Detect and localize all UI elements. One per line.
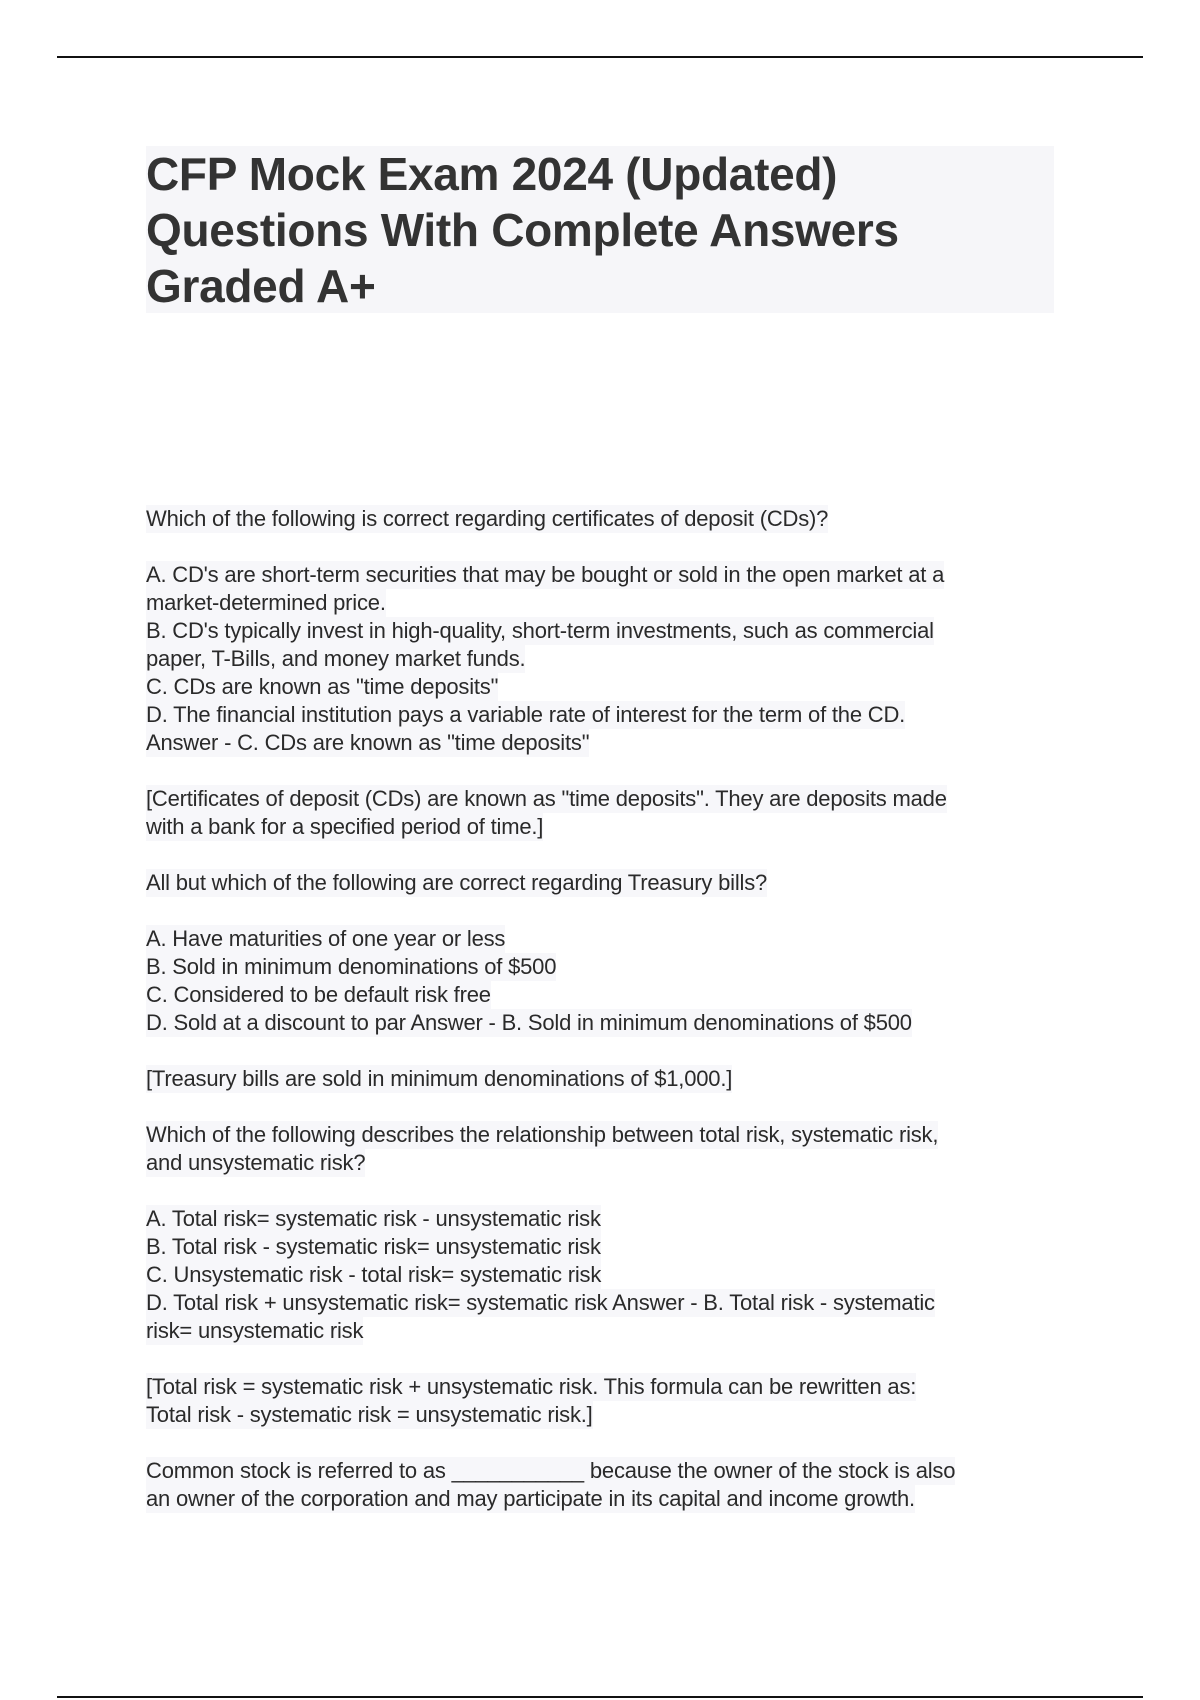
text-line: [Treasury bills are sold in minimum denominations of $1,000.] — [146, 1066, 733, 1091]
footer-rule — [57, 1696, 1143, 1698]
text-line: C. Considered to be default risk free — [146, 982, 491, 1007]
text-line: and unsystematic risk? — [146, 1150, 366, 1175]
text-line: D. The financial institution pays a variable rate of interest for the term of the CD. — [146, 702, 906, 727]
text-line: with a bank for a specified period of time.] — [146, 814, 544, 839]
paragraph — [146, 1205, 1066, 1345]
text-line: market-determined price. — [146, 590, 386, 615]
text-line: Which of the following is correct regarding certificates of deposit (CDs)? — [146, 506, 829, 531]
header-rule — [57, 56, 1143, 58]
text-line: C. Unsystematic risk - total risk= systematic risk — [146, 1262, 602, 1287]
text-line: [Certificates of deposit (CDs) are known as "time deposits". They are deposits made — [146, 786, 947, 811]
text-line: B. CD's typically invest in high-quality, short-term investments, such as commercial — [146, 618, 934, 643]
title-line: CFP Mock Exam 2024 (Updated) — [146, 148, 838, 200]
paragraph — [146, 785, 1066, 841]
text-line: D. Total risk + unsystematic risk= systematic risk Answer - B. Total risk - systematic — [146, 1290, 935, 1315]
text-line: Total risk - systematic risk = unsystematic risk.] — [146, 1402, 593, 1427]
text-line: All but which of the following are correct regarding Treasury bills? — [146, 870, 768, 895]
text-line: [Total risk = systematic risk + unsystematic risk. This formula can be rewritten as: — [146, 1374, 917, 1399]
title-line: Graded A+ — [146, 260, 376, 312]
document-title — [146, 146, 1054, 313]
text-line: risk= unsystematic risk — [146, 1318, 364, 1343]
text-line: Which of the following describes the relationship between total risk, systematic risk, — [146, 1122, 939, 1147]
text-line: C. CDs are known as "time deposits" — [146, 674, 499, 699]
title-line: Questions With Complete Answers — [146, 204, 899, 256]
paragraph — [146, 1457, 1066, 1513]
document-body — [146, 505, 1066, 1541]
text-line: an owner of the corporation and may participate in its capital and income growth. — [146, 1486, 915, 1511]
paragraph — [146, 1121, 1066, 1177]
text-line: paper, T-Bills, and money market funds. — [146, 646, 526, 671]
paragraph — [146, 505, 1066, 533]
paragraph — [146, 1065, 1066, 1093]
text-line: Answer - C. CDs are known as "time deposits" — [146, 730, 590, 755]
text-line: A. Have maturities of one year or less — [146, 926, 506, 951]
text-line: B. Sold in minimum denominations of $500 — [146, 954, 557, 979]
text-line: Common stock is referred to as ___________ because the owner of the stock is also — [146, 1458, 956, 1483]
text-line: A. Total risk= systematic risk - unsystematic risk — [146, 1206, 601, 1231]
paragraph — [146, 925, 1066, 1037]
paragraph — [146, 561, 1066, 757]
text-line: D. Sold at a discount to par Answer - B. Sold in minimum denominations of $500 — [146, 1010, 912, 1035]
paragraph — [146, 869, 1066, 897]
paragraph — [146, 1373, 1066, 1429]
text-line: A. CD's are short-term securities that may be bought or sold in the open market at a — [146, 562, 945, 587]
text-line: B. Total risk - systematic risk= unsystematic risk — [146, 1234, 601, 1259]
